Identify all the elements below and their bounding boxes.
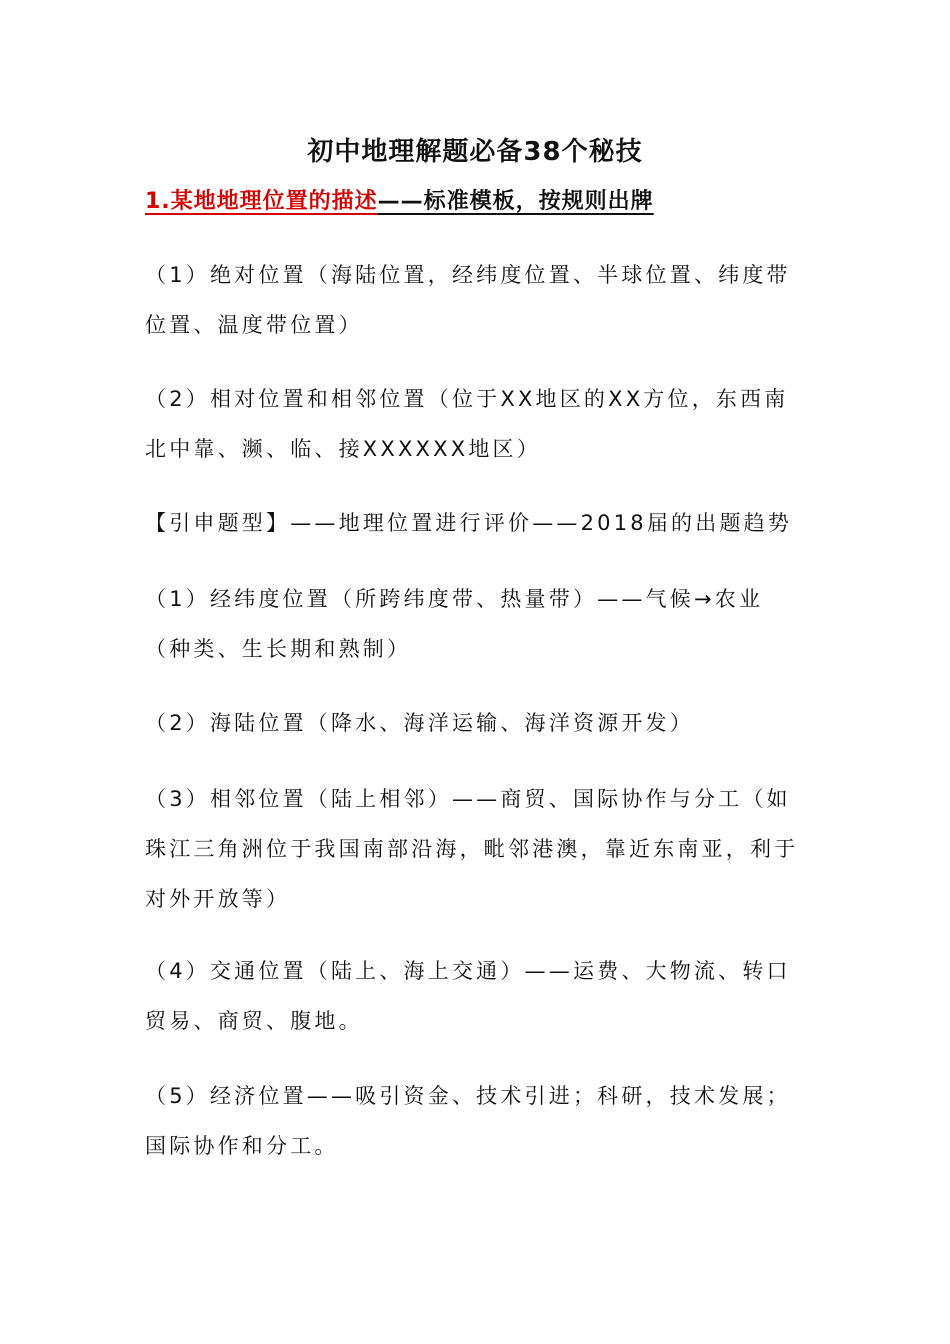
paragraph-sea-land-position: （2）海陆位置（降水、海洋运输、海洋资源开发） [145, 711, 694, 735]
paragraph-economic-position: （5）经济位置——吸引资金、技术引进；科研，技术发展；国际协作和分工。 [145, 1084, 791, 1158]
page-title: 初中地理解题必备38个秘技 [307, 137, 643, 167]
section-heading [145, 185, 654, 219]
paragraph-adjacent-position: （3）相邻位置（陆上相邻）——商贸、国际协作与分工（如珠江三角洲位于我国南部沿海，毗邻港澳，靠近东南亚，利于对外开放等） [145, 787, 799, 911]
paragraph-traffic-position: （4）交通位置（陆上、海上交通）——运费、大物流、转口贸易、商贸、腹地。 [145, 959, 791, 1033]
paragraph-absolute-position: （1）绝对位置（海陆位置，经纬度位置、半球位置、纬度带位置、温度带位置） [145, 263, 791, 337]
section-heading-black: ——标准模板，按规则出牌 [377, 189, 654, 214]
section-heading-red: 1.某地地理位置的描述 [145, 189, 378, 214]
paragraph-relative-position: （2）相对位置和相邻位置（位于XX地区的XX方位，东西南北中靠、濒、临、接XXXXXX地区） [145, 387, 789, 461]
paragraph-latlong-position: （1）经纬度位置（所跨纬度带、热量带）——气候→农业（种类、生长期和熟制） [145, 587, 764, 661]
paragraph-extended-question-type: 【引申题型】——地理位置进行评价——2018届的出题趋势 [145, 511, 793, 535]
